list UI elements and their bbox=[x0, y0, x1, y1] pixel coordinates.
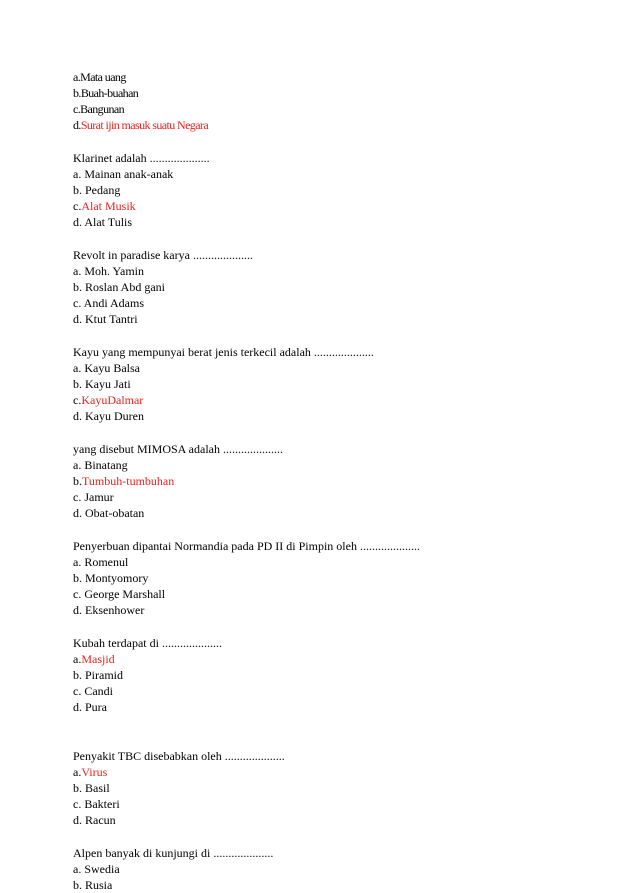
option-text: Bangunan bbox=[80, 102, 124, 116]
option-letter: d. bbox=[73, 506, 85, 520]
option-letter: c. bbox=[73, 684, 85, 698]
question-block bbox=[73, 344, 613, 424]
answer-option bbox=[73, 295, 613, 311]
spacer bbox=[73, 230, 613, 247]
question-block bbox=[73, 635, 613, 715]
answer-option bbox=[73, 683, 613, 699]
answer-option bbox=[73, 602, 613, 618]
spacer bbox=[73, 715, 613, 748]
option-text: Swedia bbox=[84, 862, 120, 876]
question-stem: Penyakit TBC disebabkan oleh .................... bbox=[73, 749, 285, 763]
option-text: Mata uang bbox=[80, 70, 126, 84]
answer-option bbox=[73, 214, 613, 230]
option-text: Eksenhower bbox=[85, 603, 145, 617]
question-stem: Kubah terdapat di .................... bbox=[73, 636, 222, 650]
answer-option bbox=[73, 667, 613, 683]
option-letter: a. bbox=[73, 862, 85, 876]
correct-answer-text: Alat Musik bbox=[81, 199, 136, 213]
answer-option bbox=[73, 360, 613, 376]
question-stem: Revolt in paradise karya .................... bbox=[73, 248, 253, 262]
question-block bbox=[73, 845, 613, 893]
option-text: Pedang bbox=[85, 183, 121, 197]
option-text: Piramid bbox=[85, 668, 123, 682]
option-text: Pura bbox=[85, 700, 107, 714]
answer-option bbox=[73, 198, 613, 214]
document-page bbox=[73, 69, 613, 893]
answer-option bbox=[73, 408, 613, 424]
answer-option bbox=[73, 85, 613, 101]
option-letter: d. bbox=[73, 312, 85, 326]
option-text: Rusia bbox=[85, 878, 113, 892]
answer-option bbox=[73, 263, 613, 279]
spacer bbox=[73, 828, 613, 845]
answer-option bbox=[73, 101, 613, 117]
option-letter: a. bbox=[73, 361, 85, 375]
question-stem: Kayu yang mempunyai berat jenis terkecil adalah .................... bbox=[73, 345, 374, 359]
spacer bbox=[73, 133, 613, 150]
answer-option bbox=[73, 505, 613, 521]
option-letter: d. bbox=[73, 409, 85, 423]
option-text: Binatang bbox=[84, 458, 128, 472]
option-text: Andi Adams bbox=[83, 296, 145, 310]
option-text: Alat Tulis bbox=[84, 215, 133, 229]
option-letter: b. bbox=[73, 183, 85, 197]
option-text: Buah-buahan bbox=[80, 86, 139, 100]
answer-option bbox=[73, 554, 613, 570]
spacer bbox=[73, 618, 613, 635]
question-stem: yang disebut MIMOSA adalah .................... bbox=[73, 442, 283, 456]
option-letter: d. bbox=[73, 118, 81, 132]
option-text: George Marshall bbox=[84, 587, 166, 601]
option-letter: b. bbox=[73, 280, 85, 294]
answer-option bbox=[73, 877, 613, 893]
spacer bbox=[73, 424, 613, 441]
answer-option bbox=[73, 489, 613, 505]
option-letter: a. bbox=[73, 652, 82, 666]
option-letter: d. bbox=[73, 603, 85, 617]
question-block bbox=[73, 247, 613, 327]
option-letter: c. bbox=[73, 296, 84, 310]
option-letter: a. bbox=[73, 70, 81, 84]
answer-option bbox=[73, 117, 613, 133]
question-stem: Klarinet adalah .................... bbox=[73, 151, 210, 165]
answer-option bbox=[73, 473, 613, 489]
answer-option bbox=[73, 457, 613, 473]
option-text: Kayu Duren bbox=[85, 409, 144, 423]
question-block bbox=[73, 538, 613, 618]
option-text: Mainan anak-anak bbox=[84, 167, 174, 181]
question-block bbox=[73, 748, 613, 828]
option-text: Basil bbox=[85, 781, 110, 795]
answer-option bbox=[73, 780, 613, 796]
option-letter: c. bbox=[73, 199, 82, 213]
correct-answer-text: Tumbuh-tumbuhan bbox=[82, 474, 175, 488]
option-letter: b. bbox=[73, 474, 82, 488]
answer-option bbox=[73, 279, 613, 295]
option-letter: b. bbox=[73, 377, 85, 391]
option-text: Montyomory bbox=[85, 571, 149, 585]
answer-option bbox=[73, 764, 613, 780]
option-letter: b. bbox=[73, 781, 85, 795]
correct-answer-text: Surat ijin masuk suatu Negara bbox=[80, 118, 209, 132]
correct-answer-text: Masjid bbox=[81, 652, 115, 666]
option-letter: a. bbox=[73, 555, 85, 569]
option-text: Kayu Balsa bbox=[84, 361, 140, 375]
option-letter: a. bbox=[73, 765, 82, 779]
answer-option bbox=[73, 166, 613, 182]
answer-option bbox=[73, 182, 613, 198]
correct-answer-text: KayuDalmar bbox=[81, 393, 144, 407]
option-text: Moh. Yamin bbox=[84, 264, 145, 278]
option-letter: b. bbox=[73, 571, 85, 585]
question-stem: Penyerbuan dipantai Normandia pada PD II di Pimpin oleh .................... bbox=[73, 539, 420, 553]
option-letter: b. bbox=[73, 668, 85, 682]
answer-option bbox=[73, 796, 613, 812]
option-letter: d. bbox=[73, 813, 85, 827]
option-letter: d. bbox=[73, 700, 85, 714]
answer-option bbox=[73, 392, 613, 408]
option-letter: a. bbox=[73, 264, 85, 278]
answer-option bbox=[73, 699, 613, 715]
option-text: Obat-obatan bbox=[85, 506, 145, 520]
answer-option bbox=[73, 861, 613, 877]
question-block bbox=[73, 441, 613, 521]
option-letter: c. bbox=[73, 587, 85, 601]
answer-option bbox=[73, 570, 613, 586]
question-stem: Alpen banyak di kunjungi di .................... bbox=[73, 846, 274, 860]
option-text: Bakteri bbox=[84, 797, 120, 811]
answer-option bbox=[73, 69, 613, 85]
option-letter: b. bbox=[73, 878, 85, 892]
spacer bbox=[73, 521, 613, 538]
question-block bbox=[73, 69, 613, 133]
answer-option bbox=[73, 586, 613, 602]
option-text: Roslan Abd gani bbox=[85, 280, 165, 294]
spacer bbox=[73, 327, 613, 344]
option-letter: b. bbox=[73, 86, 81, 100]
option-text: Candi bbox=[84, 684, 113, 698]
question-block bbox=[73, 150, 613, 230]
correct-answer-text: Virus bbox=[81, 765, 108, 779]
option-letter: c. bbox=[73, 102, 81, 116]
option-letter: a. bbox=[73, 167, 85, 181]
option-letter: a. bbox=[73, 458, 85, 472]
option-text: Ktut Tantri bbox=[85, 312, 138, 326]
option-letter: c. bbox=[73, 490, 85, 504]
option-letter: d. bbox=[73, 215, 85, 229]
option-letter: c. bbox=[73, 393, 82, 407]
option-text: Racun bbox=[85, 813, 116, 827]
option-text: Romenul bbox=[84, 555, 129, 569]
option-text: Kayu Jati bbox=[85, 377, 131, 391]
answer-option bbox=[73, 651, 613, 667]
answer-option bbox=[73, 311, 613, 327]
option-letter: c. bbox=[73, 797, 85, 811]
answer-option bbox=[73, 376, 613, 392]
option-text: Jamur bbox=[84, 490, 114, 504]
